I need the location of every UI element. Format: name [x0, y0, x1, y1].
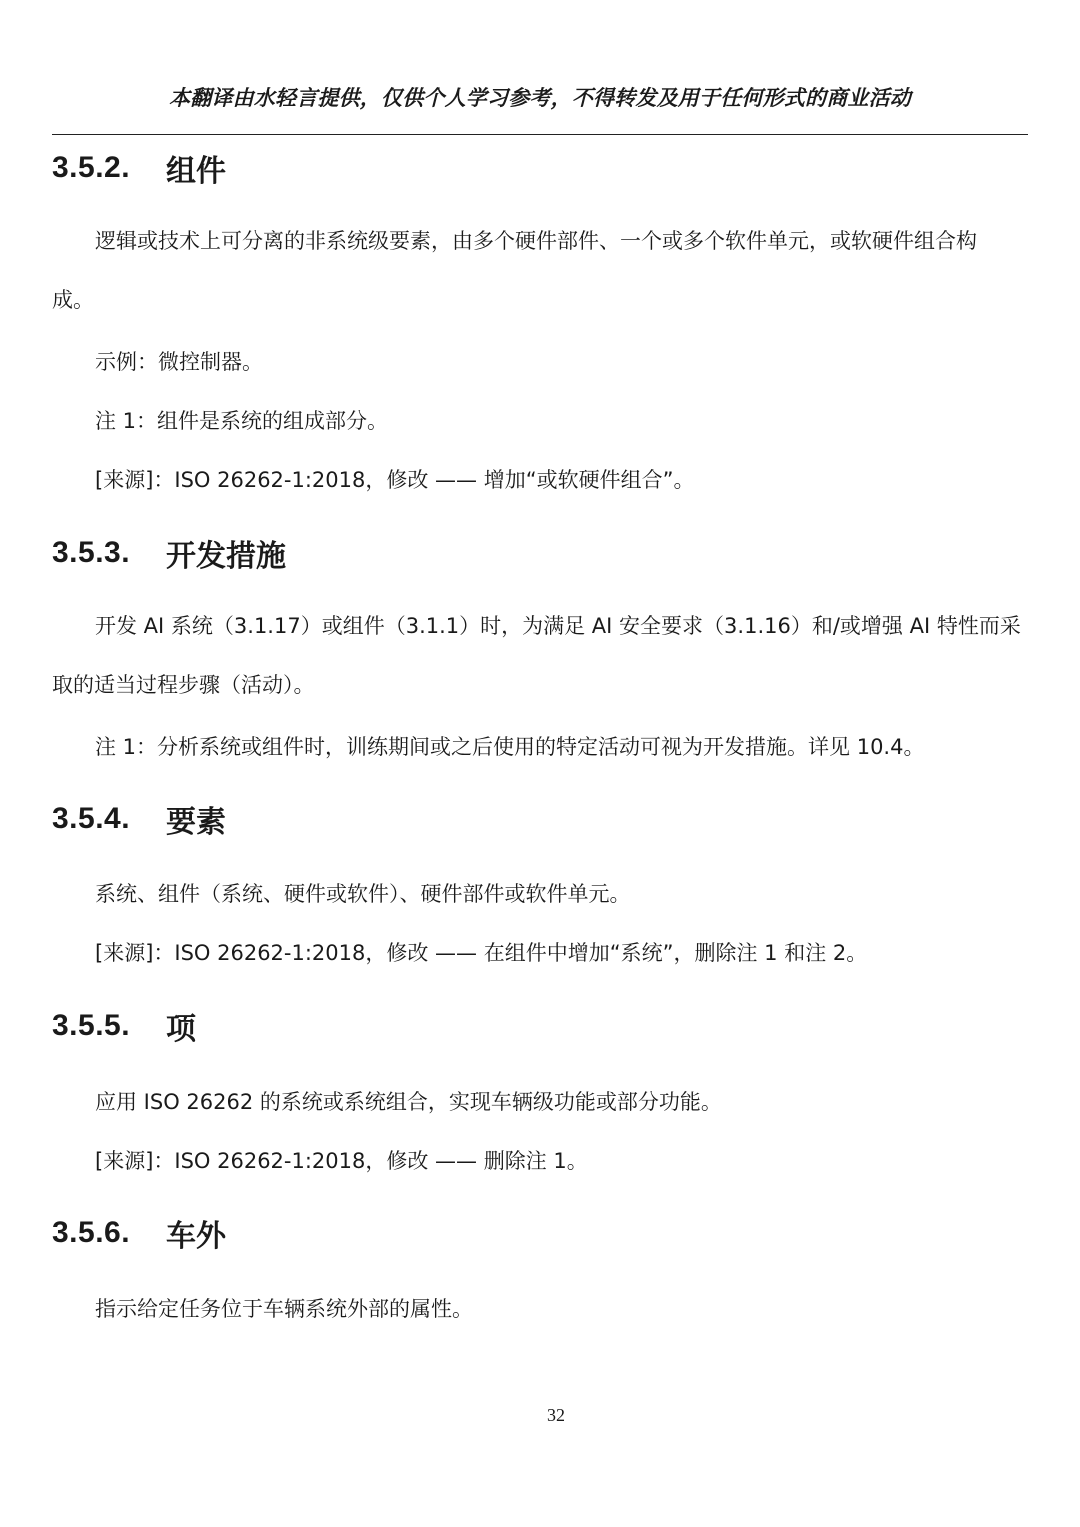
header-divider	[52, 134, 1028, 135]
section-number: 3.5.5.	[52, 1009, 131, 1042]
definition-paragraph	[52, 597, 1028, 715]
section-title: 要素	[166, 805, 226, 840]
section-heading-3-5-6	[52, 1211, 226, 1255]
source-text: [来源]：ISO 26262-1:2018，修改 —— 删除注 1。	[95, 1149, 588, 1173]
section-number: 3.5.3.	[52, 536, 131, 569]
definition-line: 逻辑或技术上可分离的非系统级要素，由多个硬件部件、一个或多个软件单元，或软硬件组合构	[95, 229, 977, 253]
section-number: 3.5.2.	[52, 151, 131, 184]
section-title: 组件	[166, 154, 226, 189]
section-number: 3.5.6.	[52, 1216, 131, 1249]
section-heading-3-5-4	[52, 797, 226, 841]
section-heading-3-5-2	[52, 146, 226, 190]
note-text: 注 1：分析系统或组件时，训练期间或之后使用的特定活动可视为开发措施。详见 10.4。	[95, 735, 925, 759]
section-heading-3-5-5	[52, 1004, 196, 1048]
example-text: 示例：微控制器。	[95, 350, 263, 374]
definition-text: 指示给定任务位于车辆系统外部的属性。	[95, 1297, 473, 1321]
section-heading-3-5-3	[52, 531, 286, 575]
page-header: 本翻译由水轻言提供，仅供个人学习参考，不得转发及用于任何形式的商业活动	[169, 86, 911, 110]
source-text: [来源]：ISO 26262-1:2018，修改 —— 增加“或软硬件组合”。	[95, 468, 695, 492]
section-title: 车外	[166, 1219, 226, 1254]
section-number: 3.5.4.	[52, 802, 131, 835]
definition-paragraph	[52, 212, 1028, 330]
section-title: 开发措施	[166, 539, 286, 574]
note-text: 注 1：组件是系统的组成部分。	[95, 409, 389, 433]
section-title: 项	[166, 1012, 196, 1047]
definition-text: 系统、组件（系统、硬件或软件）、硬件部件或软件单元。	[95, 882, 631, 906]
definition-line: 成。	[52, 288, 94, 312]
definition-line: 取的适当过程步骤（活动）。	[52, 673, 315, 697]
page-number: 32	[547, 1405, 565, 1425]
definition-line: 开发 AI 系统（3.1.17）或组件（3.1.1）时，为满足 AI 安全要求（3.1.16）和/或增强 AI 特性而采	[95, 614, 1021, 638]
source-text: [来源]：ISO 26262-1:2018，修改 —— 在组件中增加“系统”，删除注 1 和注 2。	[95, 941, 868, 965]
definition-text: 应用 ISO 26262 的系统或系统组合，实现车辆级功能或部分功能。	[95, 1090, 722, 1114]
